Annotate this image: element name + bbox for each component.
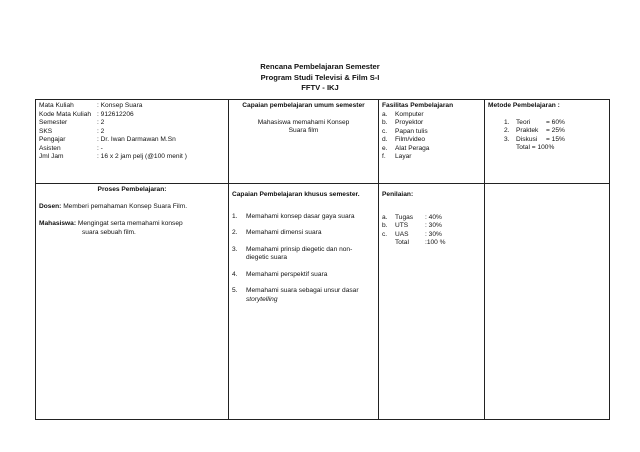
info-row: Mata Kuliah : Konsep Suara [39, 102, 143, 109]
fasilitas-cell [379, 100, 485, 184]
list-item: 1. Teori = 60% [504, 118, 565, 126]
capaian-khusus-list [232, 213, 375, 305]
penilaian-cell [379, 184, 485, 420]
proses-cell [36, 184, 229, 420]
info-row: Pengajar : Dr. Iwan Darmawan M.Sn [39, 136, 176, 143]
metode-list [504, 119, 606, 145]
storytelling-term: storytelling [246, 295, 278, 303]
penilaian-title: Penilaian: [382, 191, 414, 198]
proses-mahasiswa: Mahasiswa: Mengingat serta memahami konsep [39, 220, 183, 227]
metode-total: Total = 100% [516, 144, 555, 151]
info-row: SKS : 2 [39, 127, 105, 135]
capaian-umum-cell [229, 100, 379, 184]
proses-dosen: Dosen: Memberi pemahaman Konsep Suara Film. [39, 202, 188, 210]
list-item: 2. Memahami dimensi suara [232, 229, 322, 236]
proses-mahasiswa-cont: suara sebuah film. [82, 228, 136, 236]
info-row: Asisten : - [39, 144, 103, 152]
info-row: Jml Jam : 16 x 2 jam pelj (@100 menit ) [39, 153, 187, 160]
list-item: c. UAS : 30% [382, 230, 442, 238]
list-item: a. Tugas : 40% [382, 213, 442, 221]
list-item: 2. Praktek = 25% [504, 127, 565, 134]
list-item: d. Film/video [382, 136, 426, 143]
fasilitas-title: Fasilitas Pembelajaran [382, 102, 454, 109]
list-item: 3. Memahami prinsip diegetic dan non-diegetic suara [232, 245, 353, 261]
metode-title: Metode Pembelajaran : [488, 102, 560, 109]
list-item: f. Layar [382, 153, 412, 160]
capaian-khusus-title: Capaian Pembelajaran khusus semester. [232, 191, 360, 198]
list-item: 1. Memahami konsep dasar gaya suara [232, 212, 355, 220]
header-program: Program Studi Televisi & Film S-I [260, 72, 380, 82]
course-info-cell [36, 100, 229, 184]
list-item: b. Proyektor [382, 119, 424, 126]
capaian-umum-text-1: Mahasiswa memahami Konsep [257, 118, 350, 126]
list-item: e. Alat Peraga [382, 144, 430, 152]
list-item: 5. Memahami suara sebagai unsur dasar storytelling [232, 287, 359, 303]
table-row [36, 100, 610, 184]
metode-cell [485, 100, 610, 184]
list-item: a. Komputer [382, 110, 424, 118]
list-item: b. UTS : 30% [382, 222, 442, 229]
empty-cell [485, 184, 610, 420]
capaian-umum-title: Capaian pembelajaran umum semester [242, 102, 365, 109]
penilaian-total: Total :100 % [395, 239, 446, 246]
capaian-khusus-cell [229, 184, 379, 420]
penilaian-list [382, 214, 481, 248]
document-header [0, 62, 640, 94]
list-item: c. Papan tulis [382, 127, 428, 135]
proses-title: Proses Pembelajaran: [97, 186, 167, 193]
capaian-umum-text-2: Suara film [288, 127, 319, 134]
header-institution: FFTV - IKJ [301, 83, 339, 92]
list-item: 4. Memahami perspektif suara [232, 270, 328, 278]
fasilitas-list [382, 111, 481, 162]
table-row [36, 184, 610, 420]
list-item: 3. Diskusi = 15% [504, 135, 565, 143]
rps-table [35, 99, 610, 420]
header-title: Rencana Pembelajaran Semester [260, 62, 380, 71]
info-row: Semester : 2 [39, 119, 105, 126]
info-row: Kode Mata Kuliah : 912612206 [39, 110, 134, 118]
